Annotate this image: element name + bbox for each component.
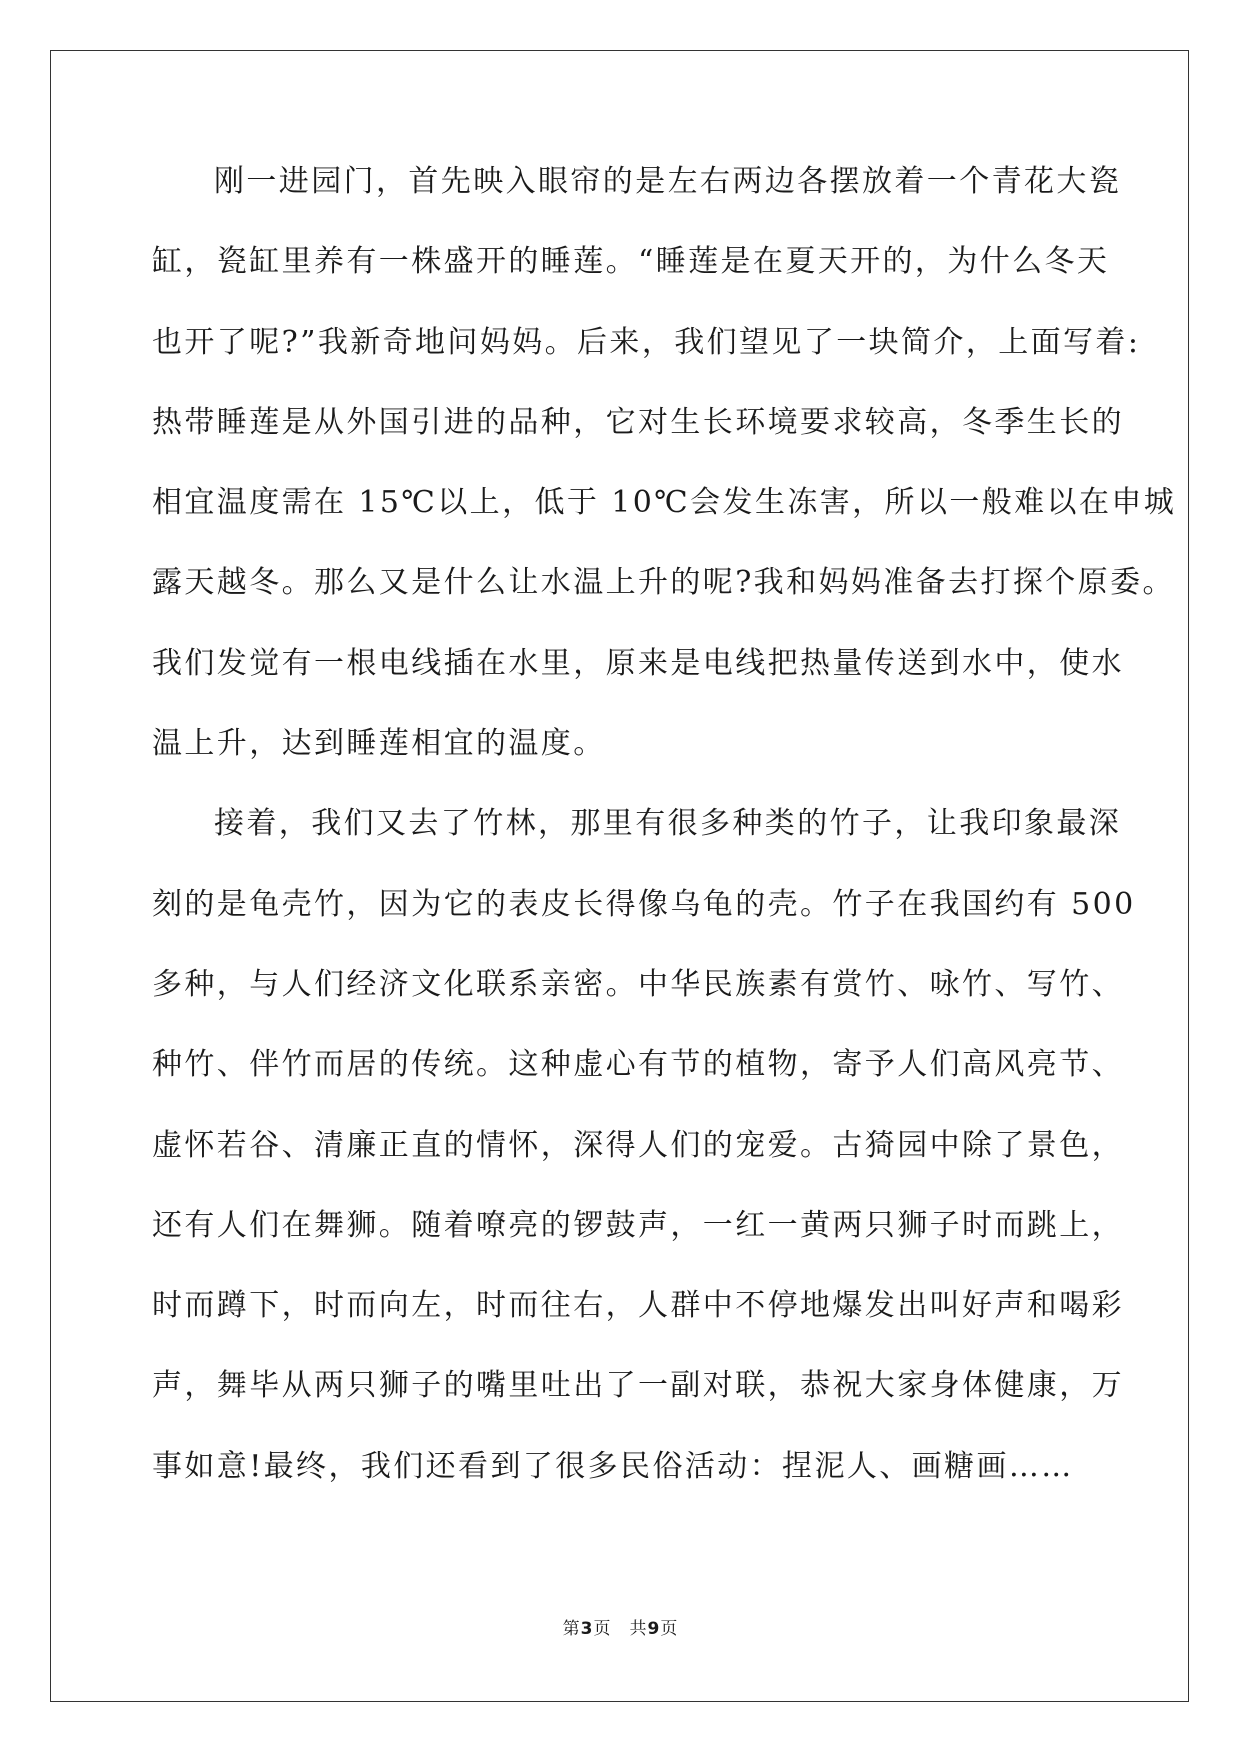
paragraph-2-line-8: 声，舞毕从两只狮子的嘴里吐出了一副对联，恭祝大家身体健康，万 xyxy=(152,1368,1124,1404)
page-total-suffix: 页 xyxy=(660,1619,679,1639)
page-number-prefix: 第 xyxy=(562,1619,581,1639)
paragraph-1-line-6: 露天越冬。那么又是什么让水温上升的呢?我和妈妈准备去打探个原委。 xyxy=(152,565,1175,601)
paragraph-2-line-4: 种竹、伴竹而居的传统。这种虚心有节的植物，寄予人们高风亮节、 xyxy=(152,1047,1124,1083)
paragraph-2-line-3: 多种，与人们经济文化联系亲密。中华民族素有赏竹、咏竹、写竹、 xyxy=(152,966,1124,1002)
paragraph-1-line-4: 热带睡莲是从外国引进的品种，它对生长环境要求较高，冬季生长的 xyxy=(152,404,1124,440)
document-body xyxy=(152,160,1177,1525)
paragraph-1-line-7: 我们发觉有一根电线插在水里，原来是电线把热量传送到水中，使水 xyxy=(152,645,1124,681)
page-number-suffix: 页 xyxy=(593,1619,612,1639)
paragraph-2-line-5: 虚怀若谷、清廉正直的情怀，深得人们的宠爱。古猗园中除了景色， xyxy=(152,1127,1124,1163)
paragraph-1-line-3: 也开了呢?”我新奇地问妈妈。后来，我们望见了一块简介，上面写着: xyxy=(152,324,1141,360)
page-footer xyxy=(0,1614,1241,1639)
paragraph-2-line-7: 时而蹲下，时而向左，时而往右，人群中不停地爆发出叫好声和喝彩 xyxy=(152,1288,1124,1324)
paragraph-2-line-6: 还有人们在舞狮。随着嘹亮的锣鼓声，一红一黄两只狮子时而跳上， xyxy=(152,1207,1124,1243)
page-total-count: 9 xyxy=(647,1619,661,1639)
paragraph-2-line-9: 事如意!最终，我们还看到了很多民俗活动：捏泥人、画糖画…… xyxy=(152,1448,1074,1484)
paragraph-1-line-1: 刚一进园门，首先映入眼帘的是左右两边各摆放着一个青花大瓷 xyxy=(214,164,1122,199)
paragraph-2-line-2: 刻的是龟壳竹，因为它的表皮长得像乌龟的壳。竹子在我国约有 500 xyxy=(152,886,1136,922)
paragraph-1-line-8: 温上升，达到睡莲相宜的温度。 xyxy=(152,726,606,762)
paragraph-1-line-5: 相宜温度需在 15℃以上，低于 10℃会发生冻害，所以一般难以在申城 xyxy=(152,485,1177,521)
page-number-current: 3 xyxy=(580,1619,594,1639)
paragraph-2-line-1: 接着，我们又去了竹林，那里有很多种类的竹子，让我印象最深 xyxy=(214,806,1122,842)
paragraph-1-line-2: 缸，瓷缸里养有一株盛开的睡莲。“睡莲是在夏天开的，为什么冬天 xyxy=(152,244,1110,280)
page-total-prefix: 共 xyxy=(629,1619,648,1639)
